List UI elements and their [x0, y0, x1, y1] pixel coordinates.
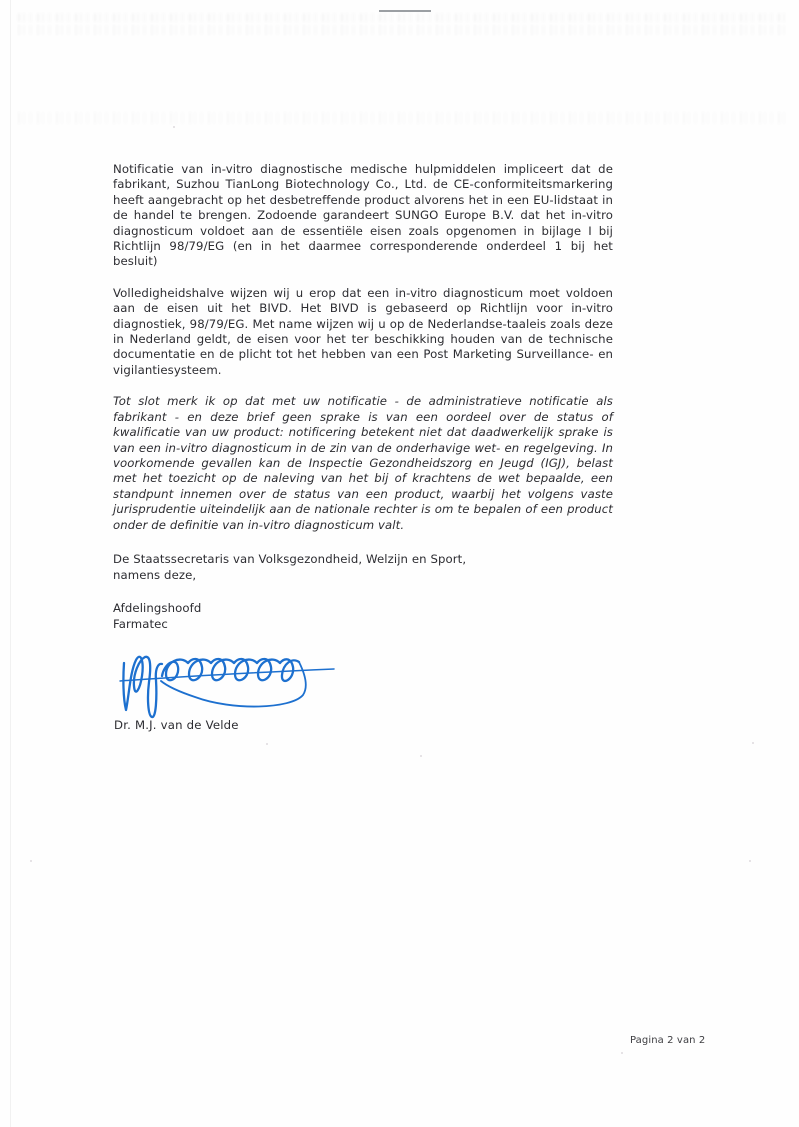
- paragraph-notification-ce-marking: Notificatie van in-vitro diagnostische medische hulpmiddelen impliceert dat de fabrikant, Suzhou TianLong Biotechnology Co., Ltd. de CE-conformiteitsmarkering heeft aangebracht op het desbetreffende product alvorens het in een EU-lidstaat in de handel te brengen. Zodoende garandeert SUNGO Europe B.V. dat het in-vitro diagnosticum voldoet aan de essentiële eisen zoals opgenomen in bijlage I bij Richtlijn 98/79/EG (en in het daarmee corresponderende onderdeel 1 bij het besluit): [113, 162, 613, 269]
- scan-speck: [173, 126, 175, 128]
- bleed-through-artifact: [18, 25, 785, 35]
- paragraph-status-disclaimer: Tot slot merk ik op dat met uw notificatie - de administratieve notificatie als fabrikant - en deze brief geen sprake is van een oordeel over de status of kwalificatie van uw product: notificering betekent niet dat daadwerkelijk sprake is van een in-vitro diagnosticum in de zin van de onderhavige wet- en regelgeving. In voorkomende gevallen kan de Inspectie Gezondheidszorg en Jeugd (IGJ), belast met het toezicht op de naleving van het bij of krachtens de wet bepaalde, een standpunt innemen over de status van een product, waarbij het volgens vaste jurisprudentie uiteindelijk aan de nationale rechter is om te bepalen of een product onder de definitie van in-vitro diagnosticum valt.: [113, 394, 613, 532]
- signer-name: Dr. M.J. van de Velde: [114, 718, 239, 732]
- closing-line-afdelingshoofd: Afdelingshoofd: [113, 601, 202, 615]
- closing-department: [113, 601, 613, 632]
- scan-speck: [752, 742, 754, 744]
- scan-speck: [621, 1052, 623, 1054]
- scan-speck: [749, 860, 751, 862]
- scan-speck: [266, 743, 268, 745]
- page-number: Pagina 2 van 2: [630, 1035, 706, 1046]
- signature-scribble: [115, 636, 345, 720]
- bleed-through-artifact: [18, 112, 785, 124]
- scan-speck: [30, 860, 32, 862]
- closing-line-secretary: De Staatssecretaris van Volksgezondheid, Welzijn en Sport,: [113, 552, 467, 566]
- paragraph-bivd-requirements: Volledigheidshalve wijzen wij u erop dat een in-vitro diagnosticum moet voldoen aan de eisen uit het BIVD. Het BIVD is gebaseerd op Richtlijn voor in-vitro diagnostiek, 98/79/EG. Met name wijzen wij u op de Nederlandse-taaleis zoals deze in Nederland geldt, de eisen voor het ter beschikking houden van de technische documentatie en de plicht tot het hebben van een Post Marketing Surveillance- en vigilantiesysteem.: [113, 285, 613, 377]
- closing-signatory: [113, 551, 613, 583]
- closing-line-namens: namens deze,: [113, 568, 197, 582]
- scan-speck: [420, 755, 422, 757]
- bleed-through-artifact: [18, 13, 785, 22]
- scan-mark-dash: [379, 10, 431, 12]
- closing-line-farmatec: Farmatec: [113, 616, 168, 631]
- scan-edge-line: [10, 0, 11, 1127]
- letter-body: [113, 162, 613, 549]
